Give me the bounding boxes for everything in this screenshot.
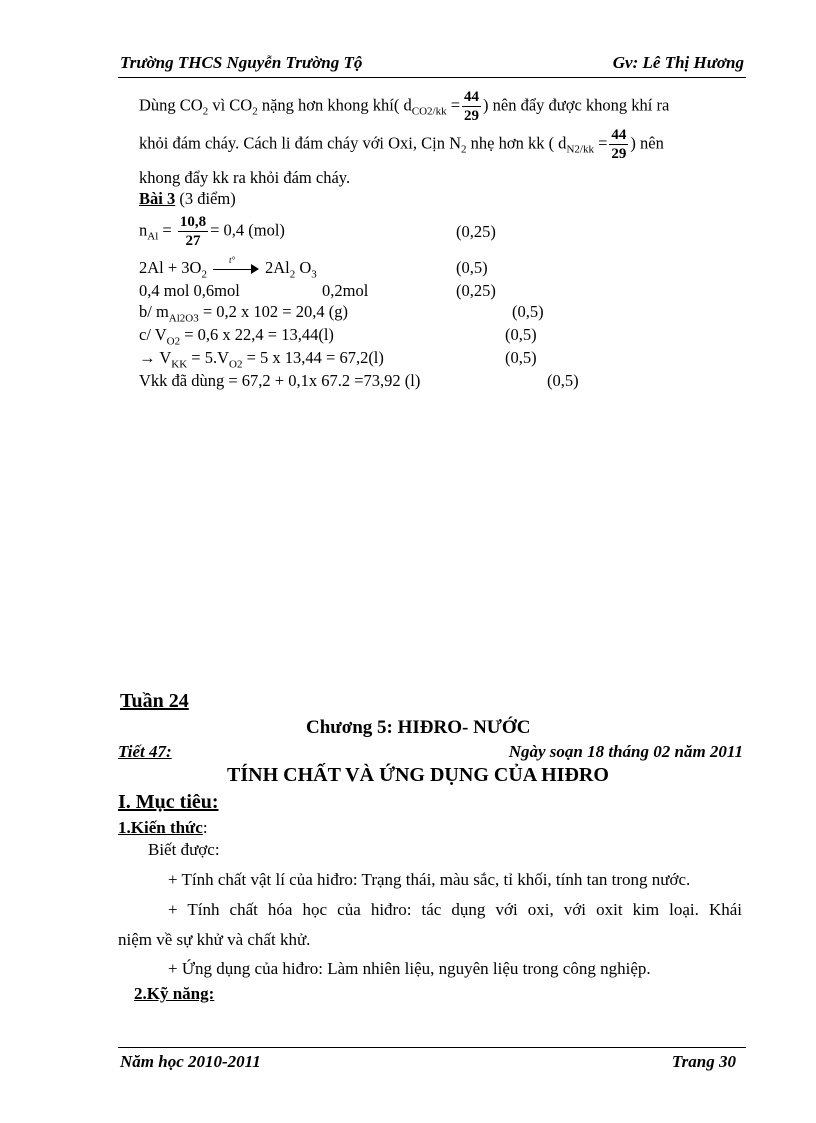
answer-line-2: khỏi đám cháy. Cách li đám cháy với Oxi, Cịn $N_2$ nhẹ hơn kk ( $d_{N2/kk}$ = $\frac{44}{29}$ ) nên (139, 127, 664, 162)
part-c-line: c/ $V_{O2} = 0,6$ x 22,4 = 13,44(l) (139, 325, 334, 348)
fraction-co2: $\frac{44}{29}$ (464, 89, 480, 124)
fraction-nal: $\frac{10,8}{27}$ (179, 214, 207, 249)
part-e-line: Vkk đã dùng = 67,2 + 0,1x 67.2 =73,92 (l) (139, 371, 421, 390)
bai3-heading: Bài 3 (3 điểm) (139, 189, 236, 208)
objectives-heading: I. Mục tiêu: (118, 791, 219, 813)
part-d-line: → $V_{KK} = 5.V_{O2} = 5$ x 13,44 = 67,2(l) (139, 348, 384, 371)
knowledge-item-3: + Ứng dụng của hiđro: Làm nhiên liệu, nguyên liệu trong công nghiệp. (168, 959, 651, 978)
prep-date: Ngày soạn 18 tháng 02 năm 2011 (508, 742, 743, 761)
period-label: Tiết 47: (118, 742, 172, 761)
nal-score: (0,25) (456, 222, 496, 241)
knowledge-item-2: + Tính chất hóa học của hiđro: tác dụng với oxi, với oxit kim loại. Khái (168, 900, 742, 919)
part-b-line: b/ $m_{Al2O3} = 0,2$ x 102 = 20,4 (g) (139, 302, 348, 325)
skills-heading: 2.Kỹ năng: (134, 984, 215, 1003)
nal-line: $n_{Al}$ = $\frac{10,8}{27}$ = 0,4 (mol) (139, 214, 285, 249)
fraction-n2: $\frac{44}{29}$ (611, 127, 627, 162)
footer-rule (118, 1047, 746, 1048)
knowledge-item-2-cont: niệm về sự khử và chất khử. (118, 930, 311, 949)
part-d-score: (0,5) (505, 348, 537, 367)
answer-line-1: Dùng $CO_2$ vì $CO_2$ nặng hơn khong khí( $d_{CO2/kk}$ = $\frac{44}{29}$ ) nên đẩy được khong khí ra (139, 89, 670, 124)
header-rule (118, 77, 746, 78)
mol-line-right: 0,2mol (322, 281, 369, 300)
footer-page: Trang 30 (671, 1052, 736, 1071)
week-label: Tuần 24 (120, 690, 189, 712)
answer-line-3: khong đẩy kk ra khỏi đám cháy. (139, 168, 351, 187)
reaction-arrow-icon: t° (213, 264, 259, 274)
knowledge-intro: Biết được: (148, 840, 220, 859)
footer-year: Năm học 2010-2011 (120, 1052, 261, 1071)
knowledge-item-1: + Tính chất vật lí của hiđro: Trạng thái, màu sắc, tỉ khối, tính tan trong nước. (168, 870, 691, 889)
header-school: Trường THCS Nguyễn Trường Tộ (120, 53, 363, 72)
mol-line-left: 0,4 mol 0,6mol (139, 281, 240, 300)
header-teacher: Gv: Lê Thị Hương (612, 53, 744, 72)
part-e-score: (0,5) (547, 371, 579, 390)
lesson-title: TÍNH CHẤT VÀ ỨNG DỤNG CỦA HIĐRO (227, 764, 609, 786)
knowledge-heading: 1.Kiến thức: (118, 818, 208, 837)
chapter-title: Chương 5: HIĐRO- NƯỚC (306, 717, 531, 738)
part-b-score: (0,5) (512, 302, 544, 321)
mol-score: (0,25) (456, 281, 496, 300)
equation-line: $2Al + 3O_2$ t° $2Al_2$ $O_3$ (139, 255, 317, 281)
equation-score: (0,5) (456, 258, 488, 277)
part-c-score: (0,5) (505, 325, 537, 344)
